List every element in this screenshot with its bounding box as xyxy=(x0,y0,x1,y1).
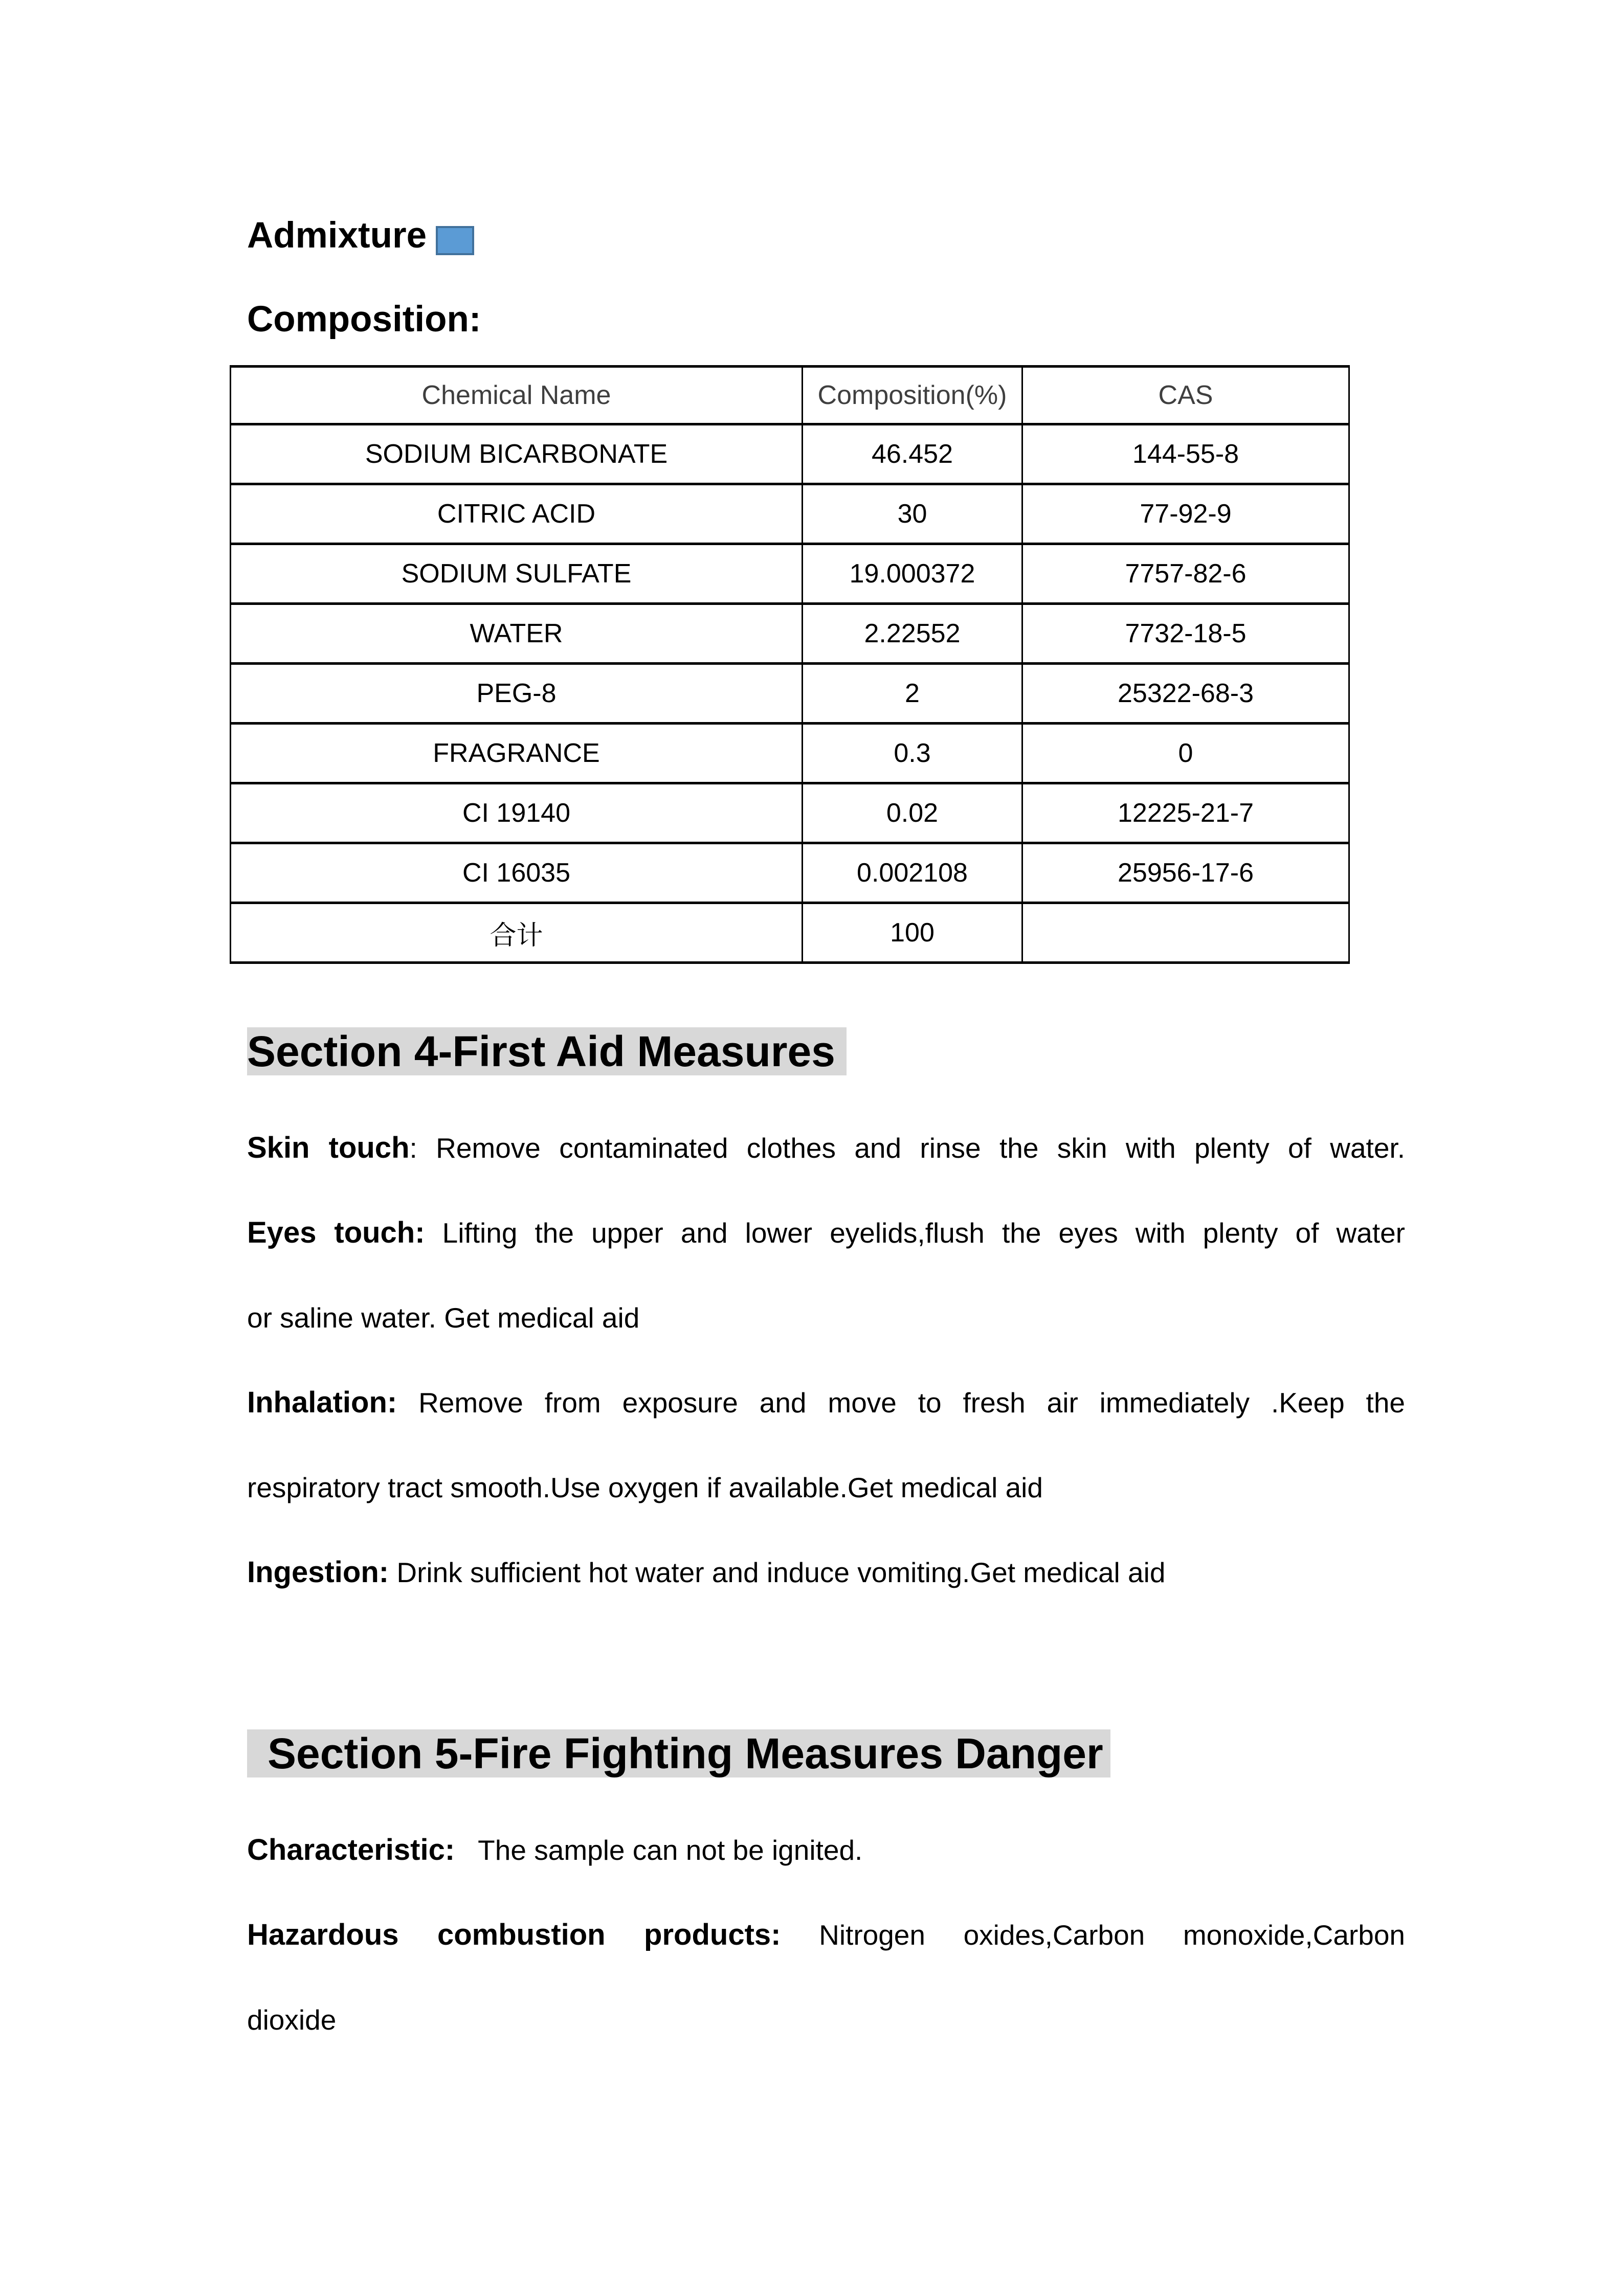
table-row xyxy=(231,544,1349,604)
table-row xyxy=(231,664,1349,724)
table-cell: 77-92-9 xyxy=(1022,484,1349,544)
table-row-total xyxy=(231,903,1349,963)
eyes-touch-text: Lifting the upper and lower eyelids,flush the eyes with plenty of water xyxy=(442,1217,1405,1249)
paragraph-eyes-touch xyxy=(247,1190,1405,1275)
ingestion-label: Ingestion: xyxy=(247,1556,389,1589)
column-header-composition: Composition(%) xyxy=(803,367,1022,424)
table-cell: 0.02 xyxy=(803,783,1022,843)
page-title-text: Admixture xyxy=(247,215,427,256)
column-header-cas: CAS xyxy=(1022,367,1349,424)
table-row xyxy=(231,724,1349,783)
page-title xyxy=(247,214,1405,258)
characteristic-label: Characteristic: xyxy=(247,1833,455,1866)
table-cell: CI 19140 xyxy=(231,783,803,843)
table-cell: FRAGRANCE xyxy=(231,724,803,783)
inhalation-label: Inhalation: xyxy=(247,1386,397,1419)
eyes-touch-label: Eyes touch: xyxy=(247,1216,425,1249)
table-cell: 25322-68-3 xyxy=(1022,664,1349,724)
table-cell: 7757-82-6 xyxy=(1022,544,1349,604)
section4-body xyxy=(247,1106,1405,1615)
table-row xyxy=(231,424,1349,484)
table-cell: 19.000372 xyxy=(803,544,1022,604)
column-header-chemical-name: Chemical Name xyxy=(231,367,803,424)
paragraph-hazardous-cont: dioxide xyxy=(247,2004,337,2036)
table-cell: 合计 xyxy=(231,903,803,963)
table-row xyxy=(231,484,1349,544)
table-cell: 2.22552 xyxy=(803,604,1022,664)
inhalation-text: Remove from exposure and move to fresh air immediately .Keep the xyxy=(418,1387,1405,1419)
table-cell: 0 xyxy=(1022,724,1349,783)
characteristic-text: The sample can not be ignited. xyxy=(478,1834,863,1866)
skin-touch-label: Skin touch xyxy=(247,1131,410,1164)
blue-square-shape xyxy=(436,226,474,255)
table-cell: CI 16035 xyxy=(231,843,803,903)
table-cell: 12225-21-7 xyxy=(1022,783,1349,843)
table-row xyxy=(231,783,1349,843)
table-cell xyxy=(1022,903,1349,963)
table-cell: 0.002108 xyxy=(803,843,1022,903)
table-cell: 2 xyxy=(803,664,1022,724)
paragraph-eyes-touch-cont: or saline water. Get medical aid xyxy=(247,1302,640,1334)
composition-heading: Composition: xyxy=(247,299,481,340)
table-cell: PEG-8 xyxy=(231,664,803,724)
table-cell: 30 xyxy=(803,484,1022,544)
composition-table xyxy=(230,365,1350,964)
section4-heading-text: Section 4-First Aid Measures xyxy=(247,1027,847,1075)
section4-heading xyxy=(247,1023,1405,1080)
table-cell: SODIUM BICARBONATE xyxy=(231,424,803,484)
section5-body xyxy=(247,1808,1405,2062)
paragraph-inhalation-cont: respiratory tract smooth.Use oxygen if available.Get medical aid xyxy=(247,1472,1043,1503)
paragraph-ingestion xyxy=(247,1530,1405,1615)
hazardous-text: Nitrogen oxides,Carbon monoxide,Carbon xyxy=(819,1919,1405,1951)
table-cell: WATER xyxy=(231,604,803,664)
paragraph-inhalation xyxy=(247,1360,1405,1445)
table-cell: SODIUM SULFATE xyxy=(231,544,803,604)
table-cell: 25956-17-6 xyxy=(1022,843,1349,903)
ingestion-text: Drink sufficient hot water and induce vomiting.Get medical aid xyxy=(396,1557,1166,1588)
paragraph-skin-touch xyxy=(247,1106,1405,1190)
hazardous-label: Hazardous combustion products: xyxy=(247,1918,781,1951)
table-cell: CITRIC ACID xyxy=(231,484,803,544)
paragraph-hazardous xyxy=(247,1893,1405,1977)
section5-heading xyxy=(247,1725,1405,1782)
table-row xyxy=(231,604,1349,664)
table-header-row xyxy=(231,367,1349,424)
table-cell: 46.452 xyxy=(803,424,1022,484)
table-cell: 7732-18-5 xyxy=(1022,604,1349,664)
table-cell: 144-55-8 xyxy=(1022,424,1349,484)
table-row xyxy=(231,843,1349,903)
table-cell: 0.3 xyxy=(803,724,1022,783)
paragraph-characteristic xyxy=(247,1808,1405,1893)
section5-heading-text: Section 5-Fire Fighting Measures Danger xyxy=(247,1729,1110,1777)
table-cell: 100 xyxy=(803,903,1022,963)
skin-touch-text: : Remove contaminated clothes and rinse the skin with plenty of water. xyxy=(409,1132,1405,1164)
